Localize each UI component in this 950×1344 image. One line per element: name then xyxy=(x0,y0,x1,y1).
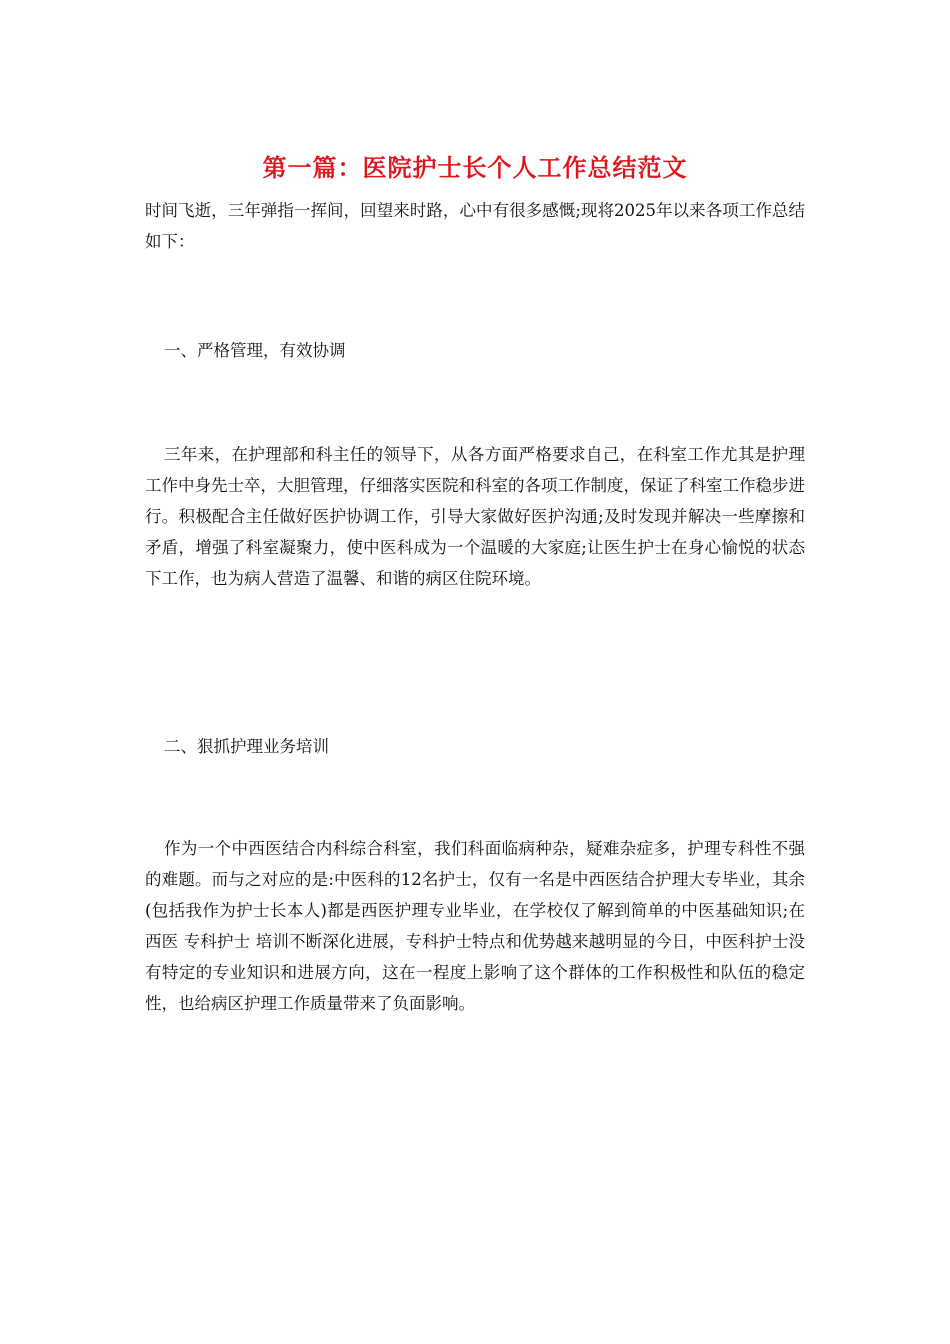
section-2-body: 作为一个中西医结合内科综合科室，我们科面临病种杂，疑难杂症多，护理专科性不强的难题。而与之对应的是:中医科的12名护士，仅有一名是中西医结合护理大专毕业，其余(包括我作为护士长本人)都是西医护理专业毕业，在学校仅了解到简单的中医基础知识;在西医 专科护士 培训不断深化进展，专科护士特点和优势越来越明显的今日，中医科护士没有特定的专业知识和进展方向，这在一程度上影响了这个群体的工作积极性和队伍的稳定性，也给病区护理工作质量带来了负面影响。 xyxy=(145,839,805,1013)
section-1-heading: 一、严格管理，有效协调 xyxy=(164,341,346,360)
document-title: 第一篇：医院护士长个人工作总结范文 xyxy=(262,153,688,182)
section-1-body: 三年来，在护理部和科主任的领导下，从各方面严格要求自己，在科室工作尤其是护理工作中身先士卒，大胆管理，仔细落实医院和科室的各项工作制度，保证了科室工作稳步进行。积极配合主任做好医护协调工作，引导大家做好医护沟通;及时发现并解决一些摩擦和矛盾，增强了科室凝聚力，使中医科成为一个温暖的大家庭;让医生护士在身心愉悦的状态下工作，也为病人营造了温馨、和谐的病区住院环境。 xyxy=(145,445,805,588)
section-2-heading: 二、狠抓护理业务培训 xyxy=(164,737,329,756)
intro-paragraph: 时间飞逝，三年弹指一挥间，回望来时路，心中有很多感慨;现将2025年以来各项工作总结如下： xyxy=(145,201,805,251)
